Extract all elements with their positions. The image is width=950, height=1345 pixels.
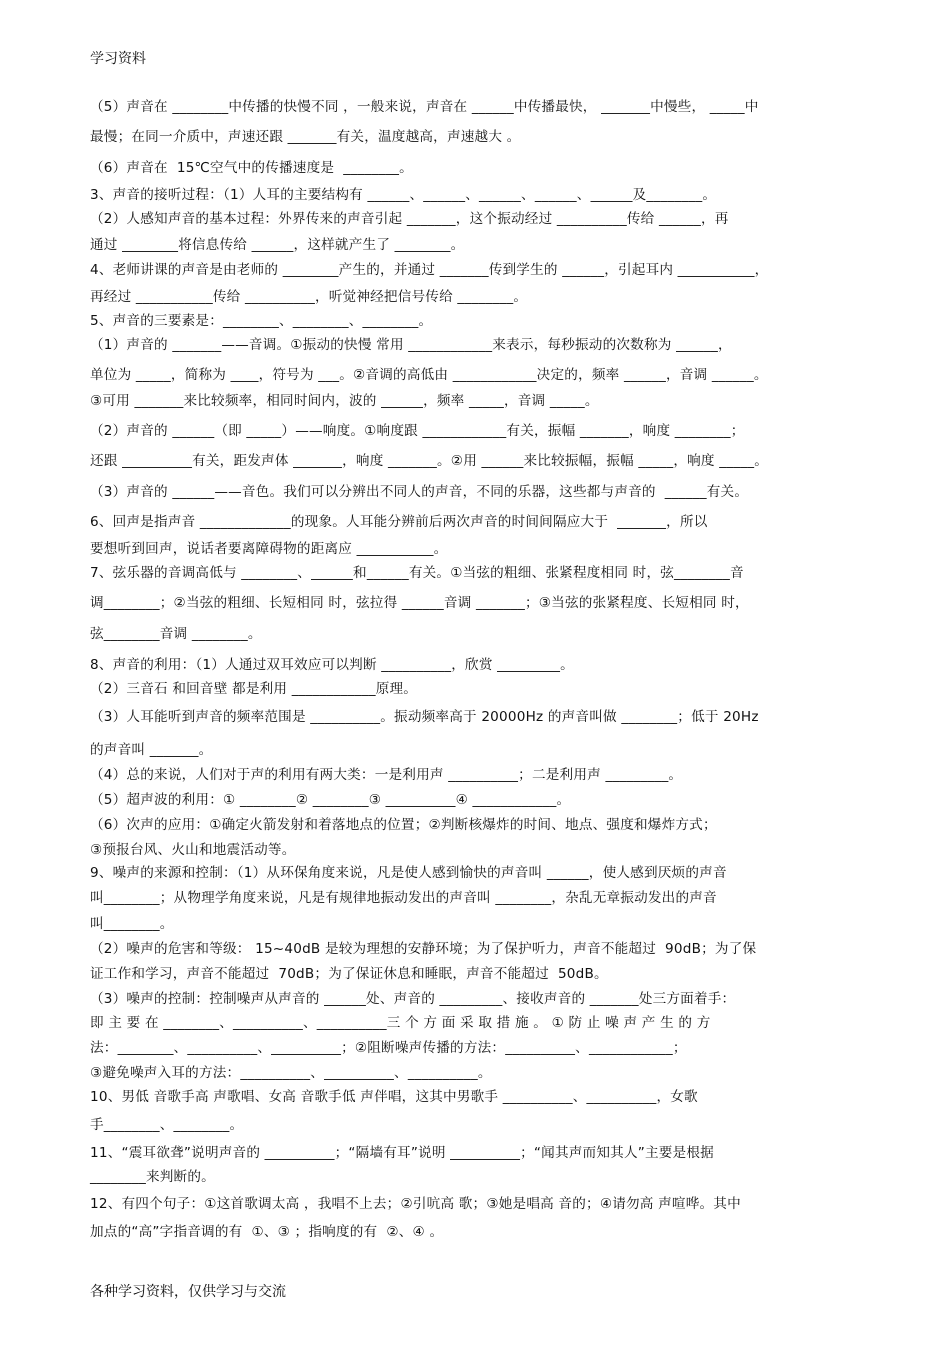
page-header: 学习资料	[90, 51, 146, 67]
text-line: 调________；②当弦的粗细、长短相同 时，弦拉得 ______音调 _______；③当弦的张紧程度、长短相同 时，	[90, 595, 749, 611]
text-line: （2）三音石 和回音壁 都是利用 ____________原理。	[90, 681, 418, 697]
text-line: 手________、________。	[90, 1117, 244, 1133]
page-footer: 各种学习资料，仅供学习与交流	[90, 1284, 286, 1300]
text-line: 还跟 __________有关，距发声体 _______，响度 _______。②用 ______来比较振幅，振幅 _____，响度 _____。	[90, 453, 769, 469]
text-line: 11、“震耳欲聋”说明声音的 __________；“隔墙有耳”说明 __________；“闻其声而知其人”主要是根据	[90, 1145, 714, 1161]
text-line: 弦________音调 ________。	[90, 626, 262, 642]
text-line: 即 主 要 在 ________、__________、__________三 个 方 面 采 取 措 施 。 ① 防 止 噪 声 产 生 的 方	[90, 1015, 711, 1031]
text-line: 叫________。	[90, 916, 174, 932]
text-line: （5）超声波的利用：① ________② ________③ __________④ ____________。	[90, 792, 571, 808]
text-line: 10、男低 音歌手高 声歌唱、女高 音歌手低 声伴唱，这其中男歌手 __________、__________，女歌	[90, 1089, 698, 1105]
text-line: 12、有四个句子：①这首歌调太高 ，我唱不上去；②引吭高 歌；③她是唱高 音的；④请勿高 声喧哗。其中	[90, 1196, 741, 1212]
text-line: 证工作和学习，声音不能超过 70dB；为了保证休息和睡眠，声音不能超过 50dB。	[90, 966, 608, 982]
text-line: 法：________、__________、__________；②阻断噪声传播的方法：__________、____________；	[90, 1040, 687, 1056]
text-line: （5）声音在 ________中传播的快慢不同 ，一般来说，声音在 ______中传播最快， _______中慢些， _____中	[90, 99, 759, 115]
text-line: （4）总的来说，人们对于声的利用有两大类：一是利用声 __________；二是利用声 _________。	[90, 767, 683, 783]
text-line: 5、声音的三要素是：________、________、________。	[90, 313, 433, 329]
text-line: （3）人耳能听到声音的频率范围是 __________。振动频率高于 20000Hz 的声音叫做 ________；低于 20Hz	[90, 709, 759, 725]
text-line: 最慢；在同一介质中，声速还跟 _______有关，温度越高，声速越大 。	[90, 129, 521, 145]
text-line: 4、老师讲课的声音是由老师的 ________产生的，并通过 _______传到学生的 ______，引起耳内 ___________，	[90, 262, 769, 278]
text-line: 通过 ________将信息传给 ______，这样就产生了 ________。	[90, 237, 465, 253]
text-line: 单位为 _____，简称为 ____，符号为 ___。②音调的高低由 ____________决定的，频率 ______，音调 ______。	[90, 367, 768, 383]
text-line: 要想听到回声，说话者要离障碍物的距离应 ___________。	[90, 541, 448, 557]
text-line: （2）声音的 ______（即 _____）——响度。①响度跟 ____________有关，振幅 _______，响度 ________；	[90, 423, 745, 439]
text-line: （6）声音在 15℃空气中的传播速度是 ________。	[90, 160, 413, 176]
text-line: 6、回声是指声音 _____________的现象。人耳能分辨前后两次声音的时间间隔应大于 _______，所以	[90, 514, 708, 530]
text-line: 3、声音的接听过程：（1）人耳的主要结构有 ______、______、______、______、______及________。	[90, 187, 717, 203]
text-line: ________来判断的。	[90, 1169, 215, 1185]
text-line: 8、声音的利用：（1）人通过双耳效应可以判断 __________，欣赏 _________。	[90, 657, 574, 673]
text-line: 的声音叫 _______。	[90, 742, 213, 758]
text-line: （3）噪声的控制：控制噪声从声音的 ______处、声音的 _________、接收声音的 _______处三方面着手：	[90, 991, 736, 1007]
text-line: 9、噪声的来源和控制：（1）从环保角度来说，凡是使人感到愉快的声音叫 ______，使人感到厌烦的声音	[90, 865, 727, 881]
text-line: （6）次声的应用：①确定火箭发射和着落地点的位置；②判断核爆炸的时间、地点、强度和爆炸方式；	[90, 817, 717, 833]
text-line: （2）人感知声音的基本过程：外界传来的声音引起 _______，这个振动经过 __________传给 ______，再	[90, 211, 729, 227]
text-line: ③避免噪声入耳的方法：__________、__________、__________。	[90, 1065, 492, 1081]
text-line: 叫________；从物理学角度来说，凡是有规律地振动发出的声音叫 ________，杂乱无章振动发出的声音	[90, 890, 717, 906]
text-line: ③预报台风、火山和地震活动等。	[90, 842, 296, 858]
text-line: 加点的“高”字指音调的有 ①、③ ；指响度的有 ②、④ 。	[90, 1224, 444, 1240]
text-line: 再经过 ___________传给 __________，听觉神经把信号传给 ________。	[90, 289, 528, 305]
text-line: （2）噪声的危害和等级： 15~40dB 是较为理想的安静环境；为了保护听力，声音不能超过 90dB；为了保	[90, 941, 757, 957]
text-line: （1）声音的 _______——音调。①振动的快慢 常用 ____________来表示，每秒振动的次数称为 ______，	[90, 337, 732, 353]
text-line: ③可用 _______来比较频率，相同时间内，波的 ______，频率 _____，音调 _____。	[90, 393, 599, 409]
text-line: （3）声音的 ______——音色。我们可以分辨出不同人的声音，不同的乐器，这些都与声音的 ______有关。	[90, 484, 749, 500]
text-line: 7、弦乐器的音调高低与 ________、______和______有关。①当弦的粗细、张紧程度相同 时，弦________音	[90, 565, 744, 581]
